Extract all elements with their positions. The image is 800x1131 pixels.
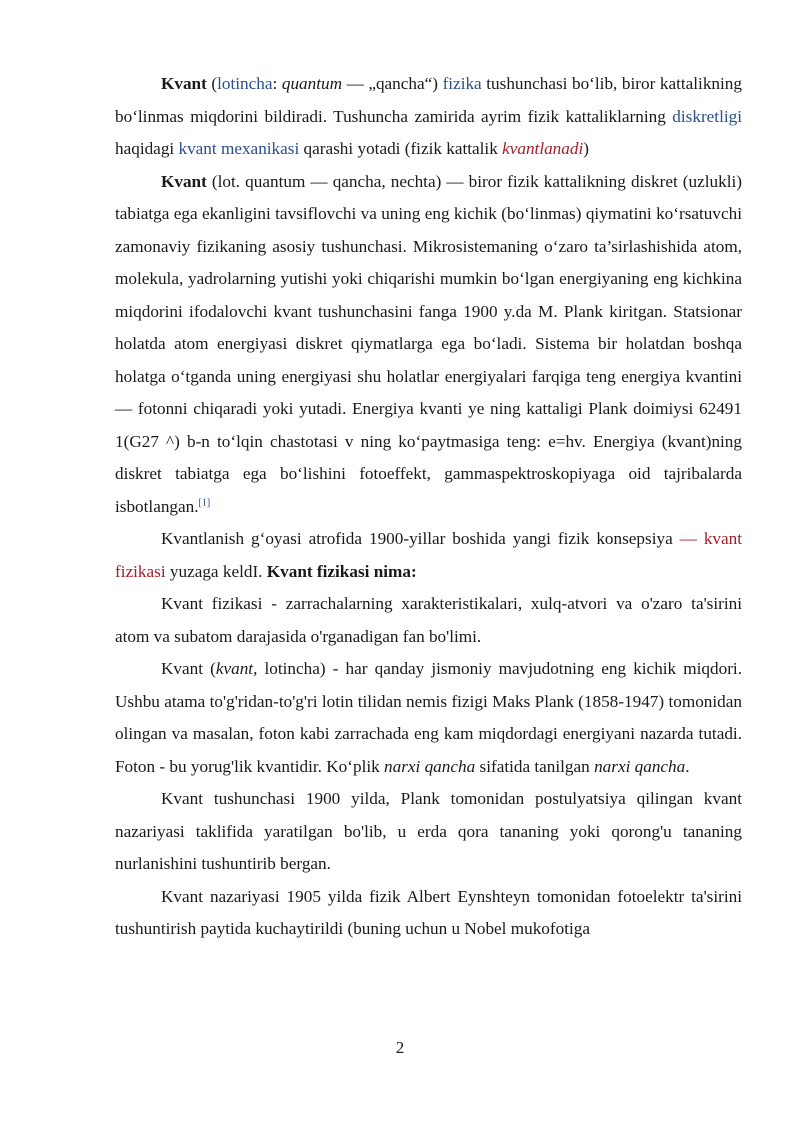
heading-kvant-fizikasi-nima: Kvant fizikasi nima: bbox=[266, 561, 417, 581]
link-lotincha[interactable]: lotincha bbox=[217, 74, 273, 93]
paragraph-kvant-fizikasi: Kvant fizikasi - zarrachalarning xarakteristikalari, xulq-atvori va o'zaro ta'sirini atom va subatom darajasida o'rganadigan fan bo'limi. bbox=[115, 594, 742, 646]
paragraph-kvant-physics: Kvant (lot. quantum — qancha, nechta) — biror fizik kattalikning diskret (uzlukli) tabiatga ega ekanligini tavsiflovchi va uning eng kichik (bo‘linmas) qiymatini ko‘rsatuvchi zamonaviy fizikaning asosiy tushunchasi. Mikrosistemaning o‘zaro ta’sirlashishida atom, molekula, yadrolarning yutishi yoki chiqarishi mumkin bo‘lgan energiyaning eng kichkina miqdorini ifodalovchi kvant tushunchasini fanga 1900 y.da M. Plank kiritgan. Statsionar holatda atom energiyasi diskret qiymatlarga ega bo‘ladi. Sistema bir holatdan boshqa holatga o‘tganda uning energiyasi shu holatlar energiyalari farqiga teng energiya kvantini — fotonni chiqaradi yoki yutadi. Energiya kvanti ye ning kattaligi Plank doimiysi 62491 1(G27 ^) b-n to‘lqin chastotasi v ning ko‘paytmasiga teng: e=hv. Energiya (kvant)ning diskret tabiatga ega bo‘lishini fotoeffekt, gammaspektroskopiyaga oid tajribalarda isbotlangan.[1] bbox=[115, 171, 742, 516]
paragraph-kvant-1905: Kvant nazariyasi 1905 yilda fizik Albert Eynshteyn tomonidan fotoelektr ta'sirini tushuntirish paytida kuchaytirildi (buning uchun u Nobel mukofotiga bbox=[115, 886, 742, 938]
paragraph-kvant-definition: Kvant (lotincha: quantum — „qancha“) fizika tushunchasi bo‘lib, biror kattalikning bo‘linmas miqdorini bildiradi. Tushuncha zamirida ayrim fizik kattaliklarning diskretligi haqidagi kvant mexanikasi qarashi yotadi (fizik kattalik kvantlanadi) bbox=[115, 74, 742, 158]
paragraph-kvant-latin: Kvant (kvant, lotincha) - har qanday jismoniy mavjudotning eng kichik miqdori. Ushbu atama to'g'ridan-to'g'ri lotin tilidan nemis fizigi Maks Plank (1858-1947) tomonidan olingan va masalan, foton kabi zarrachada eng kam miqdordagi energiyani nazarda tutadi. Foton - bu yorug'lik kvantidir. Ko‘plik narxi qancha sifatida tanilgan narxi qancha. bbox=[115, 659, 742, 776]
link-kvantlanadi[interactable]: kvantlanadi bbox=[502, 139, 584, 158]
link-fizika[interactable]: fizika bbox=[442, 74, 482, 93]
link-mexanikasi[interactable]: mexanikasi bbox=[220, 139, 300, 158]
link-kvant-fizikasi[interactable]: — kvant fizikasi bbox=[115, 529, 743, 581]
link-kvant[interactable]: kvant bbox=[178, 139, 217, 158]
paragraph-kvant-1900: Kvant tushunchasi 1900 yilda, Plank tomonidan postulyatsiya qilingan kvant nazariyasi taklifida yaratilgan bo'lib, u erda qora tananing yoki qorong'u tananing nurlanishini tushuntirib bergan. bbox=[115, 789, 742, 873]
page-number: 2 bbox=[395, 1038, 405, 1057]
term-kvant-2: Kvant bbox=[161, 171, 207, 191]
paragraph-kvantlanish: Kvantlanish g‘oyasi atrofida 1900-yillar boshida yangi fizik konsepsiya — kvant fizikasi yuzaga keldI. Kvant fizikasi nima: bbox=[115, 529, 743, 581]
term-kvant: Kvant bbox=[161, 74, 207, 93]
link-diskretligi[interactable]: diskretligi bbox=[672, 106, 742, 126]
reference-link[interactable]: [1] bbox=[198, 496, 211, 508]
